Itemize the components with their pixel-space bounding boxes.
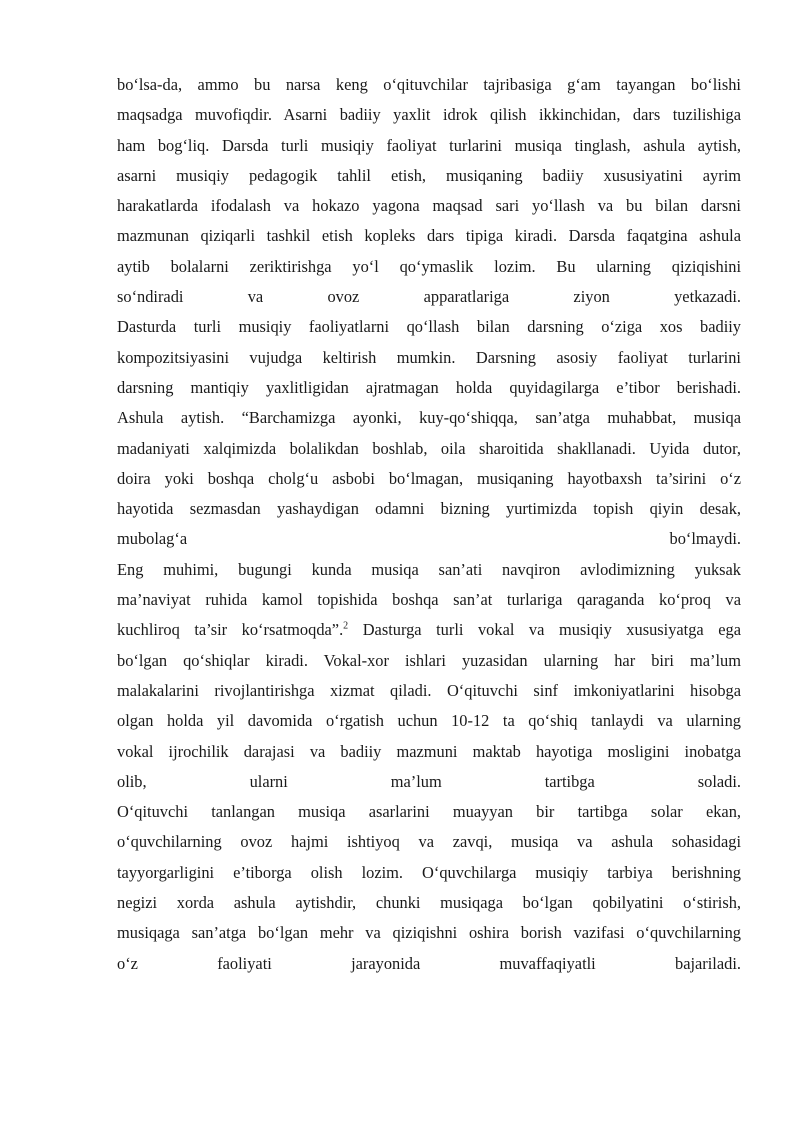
text-line: kompozitsiyasini vujudga keltirish mumkin. Darsning asosiy faoliyat turlarini: [117, 347, 741, 367]
text-segment: Dasturga turli vokal va musiqiy xususiyatga ega: [348, 620, 741, 640]
text-line: O‘qituvchi tanlangan musiqa asarlarini muayyan bir tartibga solar ekan,: [117, 802, 741, 822]
text-line: negizi xorda ashula aytishdir, chunki musiqaga bo‘lgan qobilyatini o‘stirish,: [117, 893, 741, 913]
text-line: bo‘lgan qo‘shiqlar kiradi. Vokal-xor ishlari yuzasidan ularning har biri ma’lum: [117, 650, 741, 670]
text-line: ma’naviyat ruhida kamol topishida boshqa san’at turlariga qaraganda ko‘proq va: [117, 590, 741, 610]
text-line: olgan holda yil davomida o‘rgatish uchun 10-12 ta qo‘shiq tanlaydi va ularning: [117, 711, 741, 731]
document-body: [117, 70, 741, 979]
text-line: mubolag‘a bo‘lmaydi.: [117, 529, 741, 549]
text-line: malakalarini rivojlantirishga xizmat qiladi. O‘qituvchi sinf imkoniyatlarini hisobga: [117, 680, 741, 700]
text-line: mazmunan qiziqarli tashkil etish kopleks dars tipiga kiradi. Darsda faqatgina ashula: [117, 226, 741, 246]
text-line: harakatlarda ifodalash va hokazo yagona maqsad sari yo‘llash va bu bilan darsni: [117, 196, 741, 216]
text-line: darsning mantiqiy yaxlitligidan ajratmagan holda quyidagilarga e’tibor berishadi.: [117, 377, 741, 397]
text-line: Dasturda turli musiqiy faoliyatlarni qo‘llash bilan darsning o‘ziga xos badiiy: [117, 317, 741, 337]
text-line: doira yoki boshqa cholg‘u asbobi bo‘lmagan, musiqaning hayotbaxsh ta’sirini o‘z: [117, 468, 741, 488]
text-line: Eng muhimi, bugungi kunda musiqa san’ati navqiron avlodimizning yuksak: [117, 559, 741, 579]
text-line: hayotida sezmasdan yashaydigan odamni bizning yurtimizda topish qiyin desak,: [117, 499, 741, 519]
text-line: o‘quvchilarning ovoz hajmi ishtiyoq va zavqi, musiqa va ashula sohasidagi: [117, 832, 741, 852]
text-line: asarni musiqiy pedagogik tahlil etish, musiqaning badiiy xususiyatini ayrim: [117, 165, 741, 185]
text-line: madaniyati xalqimizda bolalikdan boshlab, oila sharoitida shakllanadi. Uyida dutor,: [117, 438, 741, 458]
text-segment: kuchliroq ta’sir ko‘rsatmoqda”.: [117, 620, 344, 640]
text-line-with-footnote: [117, 615, 741, 645]
footnote-marker: 2: [343, 620, 349, 632]
text-line: maqsadga muvofiqdir. Asarni badiiy yaxlit idrok qilish ikkinchidan, dars tuzilishiga: [117, 105, 741, 125]
text-line: vokal ijrochilik darajasi va badiiy mazmuni maktab hayotiga mosligini inobatga: [117, 741, 741, 761]
text-line: Ashula aytish. “Barchamizga ayonki, kuy-qo‘shiqqa, san’atga muhabbat, musiqa: [117, 408, 741, 428]
text-line: so‘ndiradi va ovoz apparatlariga ziyon yetkazadi.: [117, 287, 741, 307]
text-line: ham bog‘liq. Darsda turli musiqiy faoliyat turlarini musiqa tinglash, ashula aytish,: [117, 135, 741, 155]
text-line: olib, ularni ma’lum tartibga soladi.: [117, 771, 741, 791]
text-line: tayyorgarligini e’tiborga olish lozim. O‘quvchilarga musiqiy tarbiya berishning: [117, 862, 741, 882]
text-line: o‘z faoliyati jarayonida muvaffaqiyatli bajariladi.: [117, 953, 741, 973]
text-line: musiqaga san’atga bo‘lgan mehr va qiziqishni oshira borish vazifasi o‘quvchilarning: [117, 923, 741, 943]
text-line: aytib bolalarni zeriktirishga yo‘l qo‘ymaslik lozim. Bu ularning qiziqishini: [117, 256, 741, 276]
text-line: bo‘lsa-da, ammo bu narsa keng o‘qituvchilar tajribasiga g‘am tayangan bo‘lishi: [117, 75, 741, 94]
